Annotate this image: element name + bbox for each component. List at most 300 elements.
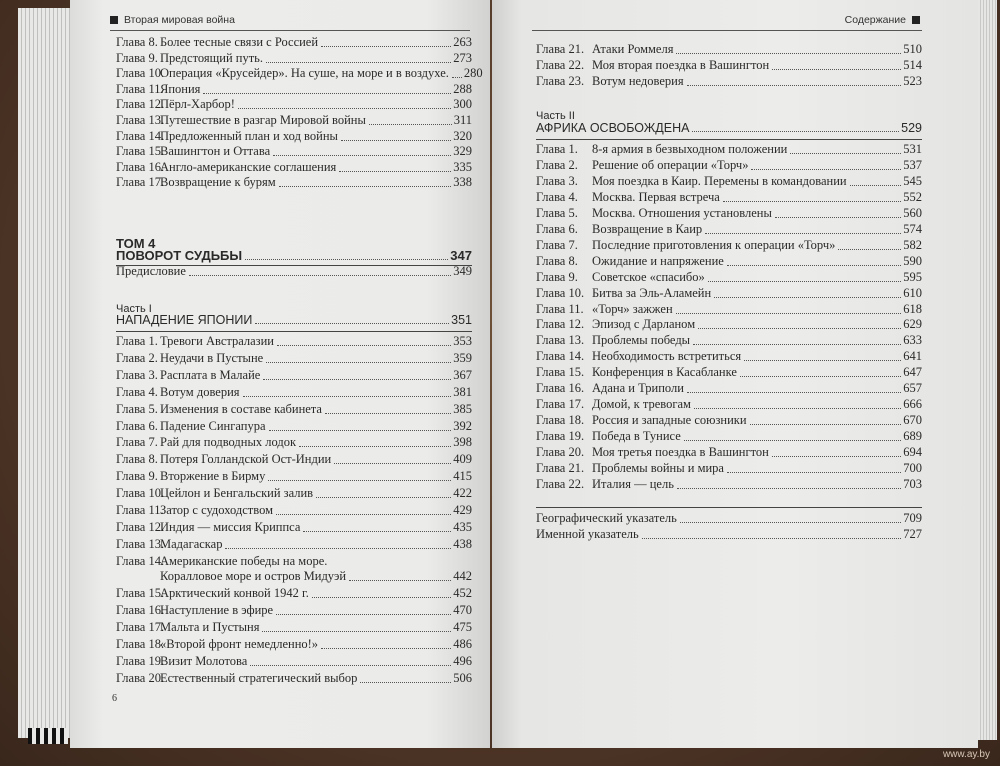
page-number: 641 — [903, 349, 922, 364]
toc-entry — [536, 286, 922, 301]
chapter-title: Возвращение в Каир — [592, 221, 703, 236]
page-number: 398 — [453, 435, 472, 450]
chapter-label: Глава 15. — [116, 586, 165, 601]
section-rule — [536, 507, 922, 508]
toc-entry — [536, 429, 922, 444]
page-number: 422 — [453, 486, 472, 501]
chapter-title: 8-я армия в безвыходном положении — [592, 142, 788, 156]
dot-leader — [339, 171, 451, 172]
dot-leader — [189, 275, 451, 276]
page-number: 347 — [450, 248, 472, 263]
dot-leader — [321, 648, 451, 649]
page-number: 633 — [903, 333, 922, 348]
chapter-label: Глава 4. — [116, 384, 158, 399]
chapter-title: Моя третья поездка в Вашингтон — [592, 445, 769, 460]
toc-entry — [116, 671, 472, 686]
chapter-label: Глава 7. — [116, 435, 158, 450]
page-number: 666 — [903, 397, 922, 412]
toc-entry — [116, 82, 472, 97]
chapter-title: Затор с судоходством — [160, 503, 274, 517]
chapter-label: Глава 12. — [536, 317, 585, 332]
part-label: Часть I — [116, 303, 152, 315]
dot-leader — [276, 614, 451, 615]
chapter-label: Глава 6. — [116, 418, 158, 433]
dot-leader — [744, 360, 901, 361]
dot-leader — [279, 186, 452, 187]
chapter-title: Неудачи в Пустыне — [160, 350, 264, 365]
dot-leader — [334, 463, 451, 464]
chapter-title: Битва за Эль-Аламейн — [592, 285, 712, 300]
dot-leader — [225, 548, 451, 549]
chapter-label: Глава 10. — [116, 486, 165, 501]
toc-entry — [116, 435, 472, 450]
dot-leader — [250, 665, 451, 666]
page-number: 409 — [453, 452, 472, 467]
page-number: 514 — [903, 57, 922, 72]
page-number: 709 — [903, 511, 922, 525]
page-number: 552 — [903, 189, 922, 204]
page-number: 670 — [903, 413, 922, 428]
index-entry — [536, 527, 922, 542]
chapter-label: Глава 13. — [116, 113, 165, 127]
chapter-title: Победа в Тунисе — [592, 429, 681, 444]
page-number: 415 — [453, 469, 472, 484]
toc-entry — [116, 603, 472, 618]
dot-leader — [692, 131, 899, 132]
page-number: 353 — [453, 334, 472, 348]
toc-entry — [536, 142, 922, 157]
toc-entry — [536, 74, 922, 89]
page-number: 496 — [453, 653, 472, 668]
running-head-text: Вторая мировая война — [124, 14, 235, 26]
chapter-title: Конференция в Касабланке — [592, 365, 737, 380]
chapter-title: Москва. Отношения установлены — [592, 205, 772, 220]
toc-entry — [116, 486, 472, 501]
chapter-title: Расплата в Малайе — [160, 367, 261, 382]
dot-leader — [693, 344, 901, 345]
chapter-label: Глава 3. — [536, 173, 578, 188]
toc-entry — [116, 503, 472, 518]
chapter-title: Арктический конвой 1942 г. — [160, 586, 309, 601]
chapter-title: Американские победы на море. — [160, 553, 328, 568]
toc-entry — [536, 365, 922, 380]
chapter-label: Глава 1. — [116, 334, 158, 348]
page-number: 590 — [903, 253, 922, 268]
chapter-label: Глава 10. — [536, 285, 585, 300]
toc-entry — [116, 351, 472, 366]
chapter-title: Цейлон и Бенгальский залив — [160, 486, 314, 501]
volume-entry — [116, 248, 472, 263]
page-number: 537 — [903, 157, 922, 172]
chapter-label: Глава 6. — [536, 221, 578, 236]
square-bullet-icon — [110, 16, 118, 24]
chapter-label: Глава 5. — [116, 401, 158, 416]
chapter-label: Глава 21. — [536, 461, 585, 475]
toc-entry — [116, 51, 472, 66]
page-number: 545 — [903, 173, 922, 188]
right-page — [492, 0, 978, 748]
chapter-label: Глава 11. — [116, 81, 164, 96]
toc-entry — [536, 349, 922, 364]
page-number: 442 — [453, 569, 472, 584]
chapter-label: Глава 12. — [116, 97, 165, 112]
section-rule — [536, 139, 922, 140]
page-number: 359 — [453, 350, 472, 365]
toc-entry — [536, 445, 922, 460]
chapter-label: Глава 12. — [116, 519, 165, 534]
page-number: 618 — [903, 301, 922, 316]
page-number: 703 — [903, 476, 922, 491]
page-number: 700 — [903, 461, 922, 475]
page-number: 263 — [453, 35, 472, 49]
part-label: Часть II — [536, 110, 575, 122]
page-number: 300 — [453, 97, 472, 112]
chapter-title: Наступление в эфире — [160, 603, 274, 618]
toc-entry — [116, 469, 472, 484]
chapter-title: Более тесные связи с Россией — [160, 35, 319, 49]
page-number: 523 — [903, 73, 922, 88]
toc-entry — [536, 302, 922, 317]
chapter-title: Рай для подводных лодок — [160, 435, 297, 450]
chapter-label: Глава 8. — [116, 35, 158, 49]
chapter-title: Именной указатель — [536, 527, 639, 541]
chapter-label: Глава 10. — [116, 66, 165, 81]
toc-entry — [116, 402, 472, 417]
page-number: 647 — [903, 365, 922, 380]
chapter-label: Глава 13. — [116, 536, 165, 551]
toc-entry — [536, 397, 922, 412]
dot-leader — [303, 531, 451, 532]
chapter-title: Путешествие в разгар Мировой войны — [160, 113, 366, 127]
toc-entry — [536, 42, 922, 57]
chapter-title: Естественный стратегический выбор — [160, 670, 358, 685]
dot-leader — [262, 631, 451, 632]
chapter-label: Глава 2. — [536, 157, 578, 172]
dot-leader — [341, 140, 451, 141]
part-entry — [536, 121, 922, 135]
page-number: 273 — [453, 50, 472, 65]
page-number: 452 — [453, 586, 472, 601]
chapter-label: Глава 15. — [116, 144, 165, 159]
toc-entry — [536, 477, 922, 492]
dot-leader — [642, 538, 902, 539]
chapter-label: Глава 7. — [536, 237, 578, 252]
chapter-label: Глава 13. — [536, 333, 585, 348]
chapter-label: Глава 8. — [536, 253, 578, 268]
chapter-label: Глава 17. — [116, 620, 165, 634]
chapter-title: Предисловие — [116, 264, 186, 278]
chapter-label: Глава 17. — [536, 397, 585, 412]
toc-entry — [116, 175, 472, 190]
dot-leader — [705, 233, 901, 234]
chapter-label: Глава 11. — [116, 503, 164, 517]
chapter-title: Мальта и Пустыня — [160, 620, 260, 634]
chapter-label: Глава 9. — [116, 50, 158, 65]
chapter-label: Глава 9. — [536, 269, 578, 284]
page-number: 470 — [453, 603, 472, 618]
page-number: 280 — [463, 66, 483, 81]
toc-entry — [536, 381, 922, 396]
toc-entry — [116, 452, 472, 467]
toc-entry — [536, 158, 922, 173]
chapter-label: Глава 9. — [116, 469, 158, 484]
toc-entry — [536, 190, 922, 205]
page-number: 727 — [903, 527, 922, 541]
dot-leader — [750, 424, 902, 425]
dot-leader — [687, 392, 901, 393]
chapter-title: Тревоги Австралазии — [160, 334, 274, 348]
chapter-title: Последние приготовления к операции «Торч» — [592, 237, 836, 252]
dot-leader — [677, 488, 901, 489]
right-running-head — [845, 14, 920, 26]
toc-entry — [536, 461, 922, 476]
chapter-label: Глава 16. — [536, 381, 585, 396]
dot-leader — [698, 328, 901, 329]
page-number: 392 — [453, 418, 472, 433]
toc-entry — [536, 270, 922, 285]
toc-entry — [536, 206, 922, 221]
page-number: 351 — [451, 313, 472, 327]
page-number: 288 — [453, 81, 472, 96]
dot-leader — [255, 323, 449, 324]
page-number: 486 — [453, 636, 472, 651]
running-head-rule — [532, 30, 922, 31]
dot-leader — [790, 153, 901, 154]
chapter-label: Глава 22. — [536, 476, 585, 491]
dot-leader — [203, 93, 451, 94]
dot-leader — [245, 259, 448, 260]
chapter-title: «Торч» зажжен — [592, 301, 673, 316]
page-number: 349 — [453, 264, 472, 278]
dot-leader — [238, 108, 451, 109]
page-number: 610 — [903, 285, 922, 300]
chapter-label: Глава 14. — [536, 349, 585, 364]
chapter-label: Глава 18. — [536, 413, 585, 428]
dot-leader — [266, 62, 451, 63]
dot-leader — [751, 169, 901, 170]
dot-leader — [349, 580, 451, 581]
page-number: 582 — [903, 237, 922, 252]
dot-leader — [676, 53, 901, 54]
chapter-label: Глава 8. — [116, 452, 158, 467]
chapter-title: Эпизод с Дарланом — [592, 317, 696, 332]
chapter-label: Глава 18. — [116, 636, 165, 651]
page-number: 475 — [453, 620, 472, 634]
toc-entry — [116, 129, 472, 144]
chapter-label: Глава 3. — [116, 367, 158, 382]
dot-leader — [687, 85, 902, 86]
chapter-title: НАПАДЕНИЕ ЯПОНИИ — [116, 313, 253, 327]
preface-entry — [116, 264, 472, 279]
page-number: 429 — [453, 503, 472, 517]
page-number: 657 — [903, 381, 922, 396]
chapter-title: Вотум доверия — [160, 384, 240, 399]
chapter-label: Глава 20. — [536, 445, 585, 460]
chapter-label: Глава 20. — [116, 670, 165, 685]
chapter-title: Падение Сингапура — [160, 418, 266, 433]
watermark: www.ay.by — [942, 749, 990, 760]
chapter-title: ПОВОРОТ СУДЬБЫ — [116, 248, 243, 263]
chapter-title: Географический указатель — [536, 511, 677, 525]
chapter-title: Проблемы войны и мира — [592, 461, 724, 475]
dot-leader — [723, 201, 901, 202]
dot-leader — [299, 446, 451, 447]
toc-entry — [536, 174, 922, 189]
dot-leader — [452, 77, 462, 78]
chapter-title: Атаки Роммеля — [592, 42, 674, 56]
toc-entry — [116, 620, 472, 635]
chapter-title: Адана и Триполи — [592, 381, 684, 396]
page-number: 338 — [453, 175, 472, 190]
page-number: 385 — [453, 401, 472, 416]
toc-entry — [116, 368, 472, 383]
chapter-label: Глава 17. — [116, 175, 165, 190]
index-entry — [536, 511, 922, 526]
dot-leader — [772, 456, 901, 457]
toc-entry — [116, 419, 472, 434]
chapter-title: Япония — [160, 81, 201, 96]
chapter-title: Вашингтон и Оттава — [160, 144, 271, 159]
dot-leader — [727, 265, 901, 266]
page-number: 529 — [901, 121, 922, 135]
running-head-text: Содержание — [844, 14, 906, 26]
dot-leader — [266, 362, 451, 363]
toc-entry — [116, 520, 472, 535]
chapter-label: Глава 22. — [536, 57, 585, 72]
chapter-title: Потеря Голландской Ост-Индии — [160, 452, 332, 467]
chapter-title: Вторжение в Бирму — [160, 469, 266, 484]
spine-marks — [28, 728, 68, 744]
toc-entry — [536, 413, 922, 428]
dot-leader — [772, 69, 901, 70]
toc-entry — [116, 66, 483, 81]
toc-entry-line1 — [116, 554, 327, 569]
chapter-title: Ожидание и напряжение — [592, 253, 724, 268]
page-number: 438 — [453, 536, 472, 551]
toc-entry — [536, 333, 922, 348]
dot-leader — [676, 313, 902, 314]
page-number: 311 — [453, 113, 472, 127]
chapter-title: Проблемы победы — [592, 333, 691, 348]
chapter-title: Операция «Крусейдер». На суше, на море и в воздухе. — [160, 66, 449, 81]
chapter-title: АФРИКА ОСВОБОЖДЕНА — [536, 121, 690, 135]
page-number: 367 — [453, 367, 472, 382]
toc-entry — [536, 58, 922, 73]
left-running-head — [110, 14, 235, 26]
dot-leader — [277, 345, 451, 346]
square-bullet-icon — [912, 16, 920, 24]
toc-entry — [160, 569, 472, 584]
page-number: 506 — [453, 670, 472, 685]
toc-entry — [116, 385, 472, 400]
page-number: 381 — [453, 384, 472, 399]
chapter-title: «Второй фронт немедленно!» — [160, 636, 319, 651]
toc-entry — [116, 144, 472, 159]
dot-leader — [263, 379, 451, 380]
toc-entry — [116, 637, 472, 652]
dot-leader — [740, 376, 901, 377]
chapter-label: Глава 11. — [536, 301, 584, 316]
running-head-rule — [110, 30, 470, 31]
page-number: 689 — [903, 429, 922, 444]
dot-leader — [684, 440, 901, 441]
page-number: 510 — [903, 42, 922, 56]
right-page-edges — [975, 0, 997, 740]
dot-leader — [360, 682, 451, 683]
dot-leader — [269, 430, 452, 431]
toc-entry — [116, 654, 472, 669]
toc-entry — [536, 222, 922, 237]
chapter-title: Решение об операции «Торч» — [592, 157, 749, 172]
dot-leader — [838, 249, 901, 250]
toc-entry — [116, 97, 472, 112]
chapter-title: Предстоящий путь. — [160, 50, 263, 65]
page-number: 6 — [112, 693, 117, 704]
toc-entry — [536, 254, 922, 269]
page-number: 531 — [903, 142, 922, 156]
toc-entry — [116, 586, 472, 601]
dot-leader — [321, 46, 451, 47]
chapter-label: Глава 16. — [116, 603, 165, 618]
dot-leader — [714, 297, 901, 298]
page-number: 560 — [903, 205, 922, 220]
chapter-label: Глава 16. — [116, 159, 165, 174]
chapter-label: Глава 1. — [536, 142, 578, 156]
toc-entry — [116, 334, 472, 349]
chapter-title: Изменения в составе кабинета — [160, 401, 322, 416]
dot-leader — [243, 396, 452, 397]
chapter-title: Необходимость встретиться — [592, 349, 742, 364]
dot-leader — [273, 155, 451, 156]
chapter-label: Глава 23. — [536, 73, 585, 88]
dot-leader — [708, 281, 901, 282]
left-page-edges — [18, 8, 78, 738]
section-rule — [116, 331, 472, 332]
dot-leader — [680, 522, 901, 523]
chapter-label: Глава 5. — [536, 205, 578, 220]
toc-entry — [536, 238, 922, 253]
part-entry — [116, 313, 472, 327]
chapter-title: Моя вторая поездка в Вашингтон — [592, 57, 770, 72]
dot-leader — [369, 124, 452, 125]
chapter-label: Глава 19. — [116, 653, 165, 668]
dot-leader — [312, 597, 451, 598]
dot-leader — [276, 514, 451, 515]
toc-entry — [536, 317, 922, 332]
chapter-title: Визит Молотова — [160, 653, 248, 668]
chapter-label: Глава 14. — [116, 128, 165, 143]
chapter-title: Мадагаскар — [160, 536, 223, 551]
chapter-label: Глава 14. — [116, 553, 165, 568]
chapter-title: Англо-американские соглашения — [160, 159, 337, 174]
chapter-label: Глава 21. — [536, 42, 585, 56]
chapter-title: Возвращение к бурям — [160, 175, 276, 190]
page-number: 694 — [903, 445, 922, 460]
page-number: 320 — [453, 128, 472, 143]
dot-leader — [850, 185, 902, 186]
chapter-label: Глава 2. — [116, 350, 158, 365]
volume-label: ТОМ 4 — [116, 236, 156, 251]
toc-entry — [116, 160, 472, 175]
chapter-title: Коралловое море и остров Мидуэй — [160, 569, 347, 584]
chapter-title: Пёрл-Харбор! — [160, 97, 235, 112]
dot-leader — [775, 217, 901, 218]
toc-entry — [116, 113, 472, 128]
dot-leader — [325, 413, 451, 414]
toc-entry — [116, 537, 472, 552]
chapter-title: Предложенный план и ход войны — [160, 128, 338, 143]
chapter-label: Глава 19. — [536, 429, 585, 444]
